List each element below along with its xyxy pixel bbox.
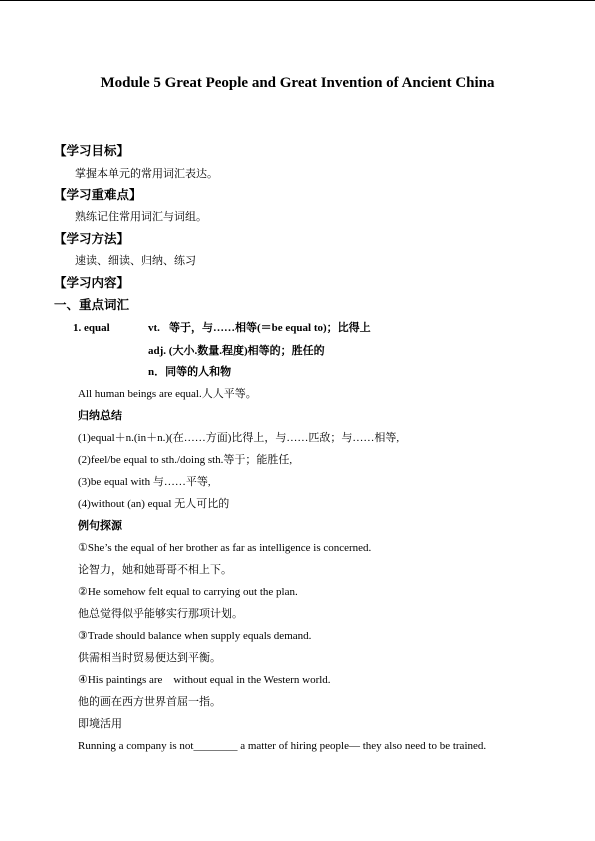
summary-item: (2)feel/be equal to sth./doing sth.等于；能胜任, [78,454,293,466]
entry-def-n: n．同等的人和物 [148,366,232,378]
example-sentence-zh: 论智力，她和她哥哥不相上下。 [78,564,232,576]
section-heading-goals: 【学习目标】 [54,144,130,158]
section-heading-content: 【学习内容】 [54,276,130,290]
entry-word: 1. equal [73,322,110,334]
entry-pos-vt: vt. [148,322,160,334]
practice-heading: 即境活用 [78,718,122,730]
example-main: All human beings are equal.人人平等。 [78,388,257,400]
section-body-methods: 速读、细读、归纳、练习 [75,255,196,267]
example-sentence-zh: 他的画在西方世界首屈一指。 [78,696,221,708]
example-sentence-zh: 供需相当时贸易便达到平衡。 [78,652,221,664]
section-heading-methods: 【学习方法】 [54,232,130,246]
header-rule [0,0,595,1]
page-title: Module 5 Great People and Great Invention of Ancient China [100,75,495,91]
section-body-key-points: 熟练记住常用词汇与词组。 [75,211,207,223]
example-sentence-en: ①She’s the equal of her brother as far as intelligence is concerned. [78,542,372,554]
practice-sentence: Running a company is not________ a matter of hiring people— they also need to be trained. [78,740,487,752]
summary-item: (3)be equal with 与……平等, [78,476,211,488]
examples-heading: 例句探源 [78,520,122,532]
entry-def-adj: adj. (大小.数量.程度)相等的；胜任的 [148,345,325,357]
example-sentence-zh: 他总觉得似乎能够实行那项计划。 [78,608,243,620]
example-sentence-en: ④His paintings are without equal in the Western world. [78,674,331,686]
example-sentence-en: ③Trade should balance when supply equals demand. [78,630,312,642]
example-sentence-en: ②He somehow felt equal to carrying out the plan. [78,586,298,598]
part-heading-vocabulary: 一、重点词汇 [54,298,130,312]
summary-item: (1)equal＋n.(in＋n.)(在……方面)比得上，与……匹敌；与……相等, [78,432,400,444]
summary-heading: 归纳总结 [78,410,122,422]
entry-def-vt: 等于，与……相等(＝be equal to)；比得上 [169,322,371,334]
section-heading-key-points: 【学习重难点】 [54,188,142,202]
summary-item: (4)without (an) equal 无人可比的 [78,498,230,510]
section-body-goals: 掌握本单元的常用词汇表达。 [75,168,218,180]
